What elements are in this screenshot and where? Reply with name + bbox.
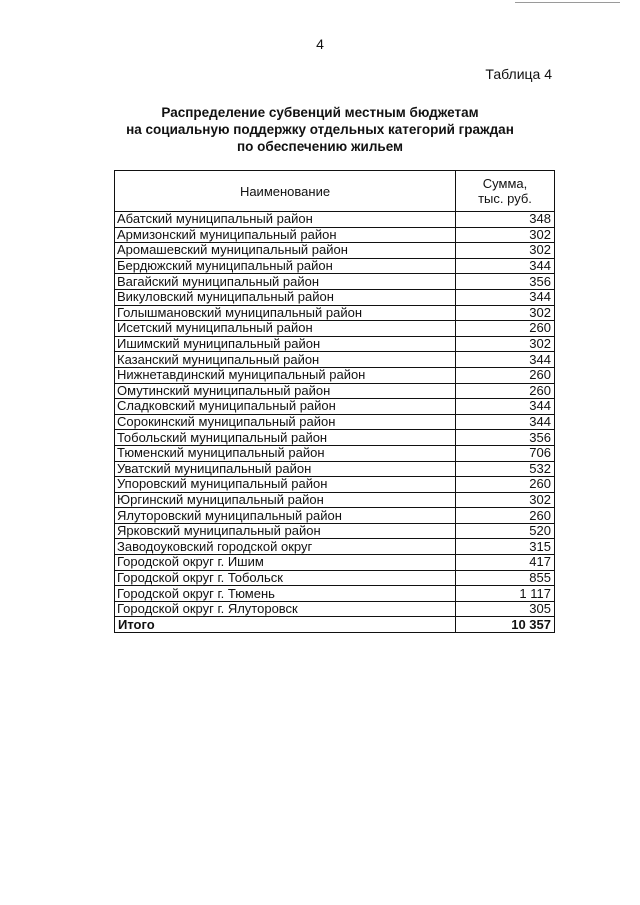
row-sum-cell: 344 bbox=[456, 289, 555, 305]
distribution-table-container bbox=[114, 170, 554, 633]
table-row bbox=[115, 212, 555, 228]
table-row bbox=[115, 414, 555, 430]
row-sum-cell: 302 bbox=[456, 492, 555, 508]
row-sum-cell: 302 bbox=[456, 227, 555, 243]
table-row bbox=[115, 367, 555, 383]
title-line: на социальную поддержку отдельных категорий граждан bbox=[126, 122, 514, 137]
row-sum-cell: 417 bbox=[456, 555, 555, 571]
total-label-cell: Итого bbox=[115, 617, 456, 633]
row-name-cell: Ярковский муниципальный район bbox=[115, 523, 456, 539]
table-row bbox=[115, 586, 555, 602]
top-rule bbox=[515, 2, 620, 3]
row-sum-cell: 302 bbox=[456, 305, 555, 321]
row-sum-cell: 344 bbox=[456, 399, 555, 415]
row-sum-cell: 344 bbox=[456, 258, 555, 274]
row-sum-cell: 520 bbox=[456, 523, 555, 539]
row-name-cell: Сладковский муниципальный район bbox=[115, 399, 456, 415]
row-name-cell: Городской округ г. Ялуторовск bbox=[115, 601, 456, 617]
table-row bbox=[115, 601, 555, 617]
table-row bbox=[115, 336, 555, 352]
table-row bbox=[115, 352, 555, 368]
row-sum-cell: 260 bbox=[456, 383, 555, 399]
table-row bbox=[115, 477, 555, 493]
row-name-cell: Городской округ г. Ишим bbox=[115, 555, 456, 571]
table-row bbox=[115, 227, 555, 243]
row-name-cell: Городской округ г. Тюмень bbox=[115, 586, 456, 602]
row-name-cell: Упоровский муниципальный район bbox=[115, 477, 456, 493]
table-row bbox=[115, 430, 555, 446]
header-sum-line2: тыс. руб. bbox=[478, 191, 532, 206]
row-name-cell: Исетский муниципальный район bbox=[115, 321, 456, 337]
row-sum-cell: 260 bbox=[456, 367, 555, 383]
row-name-cell: Голышмановский муниципальный район bbox=[115, 305, 456, 321]
table-row bbox=[115, 274, 555, 290]
row-sum-cell: 1 117 bbox=[456, 586, 555, 602]
row-name-cell: Вагайский муниципальный район bbox=[115, 274, 456, 290]
title-line: Распределение субвенций местным бюджетам bbox=[161, 105, 479, 120]
row-sum-cell: 302 bbox=[456, 336, 555, 352]
title-line: по обеспечению жильем bbox=[236, 139, 404, 154]
row-sum-cell: 532 bbox=[456, 461, 555, 477]
row-sum-cell: 260 bbox=[456, 477, 555, 493]
row-sum-cell: 260 bbox=[456, 508, 555, 524]
row-sum-cell: 344 bbox=[456, 414, 555, 430]
table-body bbox=[115, 212, 555, 633]
row-name-cell: Городской округ г. Тобольск bbox=[115, 570, 456, 586]
row-sum-cell: 356 bbox=[456, 274, 555, 290]
table-label: Таблица 4 bbox=[485, 66, 552, 82]
row-name-cell: Ишимский муниципальный район bbox=[115, 336, 456, 352]
row-name-cell: Абатский муниципальный район bbox=[115, 212, 456, 228]
row-name-cell: Юргинский муниципальный район bbox=[115, 492, 456, 508]
row-name-cell: Омутинский муниципальный район bbox=[115, 383, 456, 399]
row-name-cell: Сорокинский муниципальный район bbox=[115, 414, 456, 430]
row-sum-cell: 344 bbox=[456, 352, 555, 368]
row-sum-cell: 706 bbox=[456, 445, 555, 461]
table-row bbox=[115, 461, 555, 477]
header-sum-line1: Сумма, bbox=[482, 176, 528, 191]
header-sum bbox=[456, 171, 555, 212]
table-row bbox=[115, 399, 555, 415]
table-row bbox=[115, 289, 555, 305]
table-row bbox=[115, 555, 555, 571]
table-header-row bbox=[115, 171, 555, 212]
row-sum-cell: 855 bbox=[456, 570, 555, 586]
table-row bbox=[115, 383, 555, 399]
row-sum-cell: 260 bbox=[456, 321, 555, 337]
table-row bbox=[115, 523, 555, 539]
table-row bbox=[115, 243, 555, 259]
table-row bbox=[115, 305, 555, 321]
table-row bbox=[115, 258, 555, 274]
row-sum-cell: 305 bbox=[456, 601, 555, 617]
page-number: 4 bbox=[316, 36, 324, 52]
row-sum-cell: 302 bbox=[456, 243, 555, 259]
row-name-cell: Заводоуковский городской округ bbox=[115, 539, 456, 555]
row-sum-cell: 315 bbox=[456, 539, 555, 555]
row-name-cell: Аромашевский муниципальный район bbox=[115, 243, 456, 259]
distribution-table bbox=[114, 170, 555, 633]
total-sum-cell: 10 357 bbox=[456, 617, 555, 633]
document-title bbox=[0, 104, 640, 155]
row-name-cell: Тобольский муниципальный район bbox=[115, 430, 456, 446]
table-row bbox=[115, 445, 555, 461]
row-name-cell: Уватский муниципальный район bbox=[115, 461, 456, 477]
table-row bbox=[115, 492, 555, 508]
header-name: Наименование bbox=[115, 171, 456, 212]
table-row bbox=[115, 321, 555, 337]
row-name-cell: Ялуторовский муниципальный район bbox=[115, 508, 456, 524]
row-sum-cell: 348 bbox=[456, 212, 555, 228]
row-name-cell: Бердюжский муниципальный район bbox=[115, 258, 456, 274]
total-row bbox=[115, 617, 555, 633]
row-name-cell: Тюменский муниципальный район bbox=[115, 445, 456, 461]
row-name-cell: Викуловский муниципальный район bbox=[115, 289, 456, 305]
row-name-cell: Армизонский муниципальный район bbox=[115, 227, 456, 243]
row-name-cell: Нижнетавдинский муниципальный район bbox=[115, 367, 456, 383]
row-sum-cell: 356 bbox=[456, 430, 555, 446]
table-row bbox=[115, 570, 555, 586]
table-row bbox=[115, 539, 555, 555]
row-name-cell: Казанский муниципальный район bbox=[115, 352, 456, 368]
table-row bbox=[115, 508, 555, 524]
